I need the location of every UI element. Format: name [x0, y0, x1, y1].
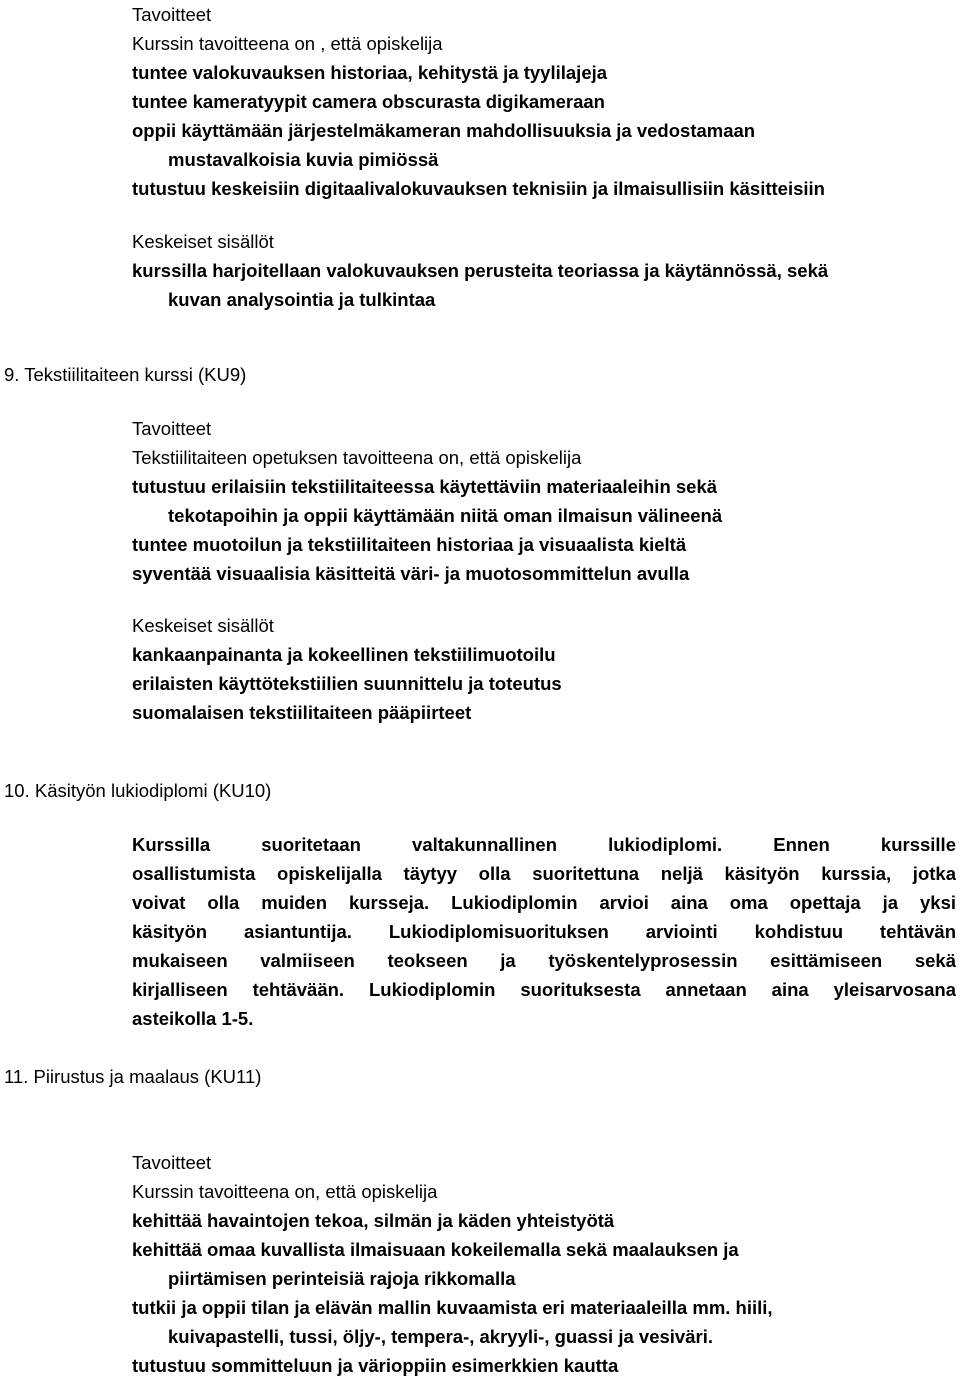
goal-item: tuntee kameratyypit camera obscurasta digikameraan — [132, 91, 605, 112]
content-item: kurssilla harjoitellaan valokuvauksen perusteita teoriassa ja käytännössä, sekä — [132, 260, 829, 281]
goal-item: tutustuu keskeisiin digitaalivalokuvauksen teknisiin ja ilmaisullisiin käsitteisiin — [132, 178, 825, 199]
goal-item: tuntee valokuvauksen historiaa, kehitystä ja tyylilajeja — [132, 62, 608, 83]
goals-label: Tavoitteet — [132, 1152, 212, 1173]
content-item: kankaanpainanta ja kokeellinen tekstiilimuotoilu — [132, 644, 556, 665]
goal-item: oppii käyttämään järjestelmäkameran mahdollisuuksia ja vedostamaan — [132, 120, 756, 141]
paragraph-line: osallistumista opiskelijalla täytyy olla suoritettuna neljä käsityön kurssia, jotka — [132, 863, 956, 884]
paragraph-line: käsityön asiantuntija. Lukiodiplomisuorituksen arviointi kohdistuu tehtävän — [132, 921, 956, 942]
section-11-goals — [132, 1148, 958, 1380]
goals-label: Tavoitteet — [132, 4, 212, 25]
section-9-title: 9. Tekstiilitaiteen kurssi (KU9) — [4, 364, 247, 385]
contents-label: Keskeiset sisällöt — [132, 231, 274, 252]
contents-label: Keskeiset sisällöt — [132, 615, 274, 636]
goal-item: kehittää havaintojen tekoa, silmän ja käden yhteistyötä — [132, 1210, 615, 1231]
section-10-title: 10. Käsityön lukiodiplomi (KU10) — [4, 780, 272, 801]
content-item: erilaisten käyttötekstiilien suunnittelu ja toteutus — [132, 673, 562, 694]
paragraph-line: Kurssilla suoritetaan valtakunnallinen lukiodiplomi. Ennen kurssille — [132, 834, 956, 855]
goals-intro: Tekstiilitaiteen opetuksen tavoitteena on, että opiskelija — [132, 447, 582, 468]
goal-item: syventää visuaalisia käsitteitä väri- ja muotosommittelun avulla — [132, 563, 690, 584]
goal-item-continued: tekotapoihin ja oppii käyttämään niitä oman ilmaisun välineenä — [168, 505, 723, 526]
section-8-goals — [132, 0, 958, 203]
section-8-contents — [132, 227, 958, 314]
goal-item: tuntee muotoilun ja tekstiilitaiteen historiaa ja visuaalista kieltä — [132, 534, 687, 555]
goals-label: Tavoitteet — [132, 418, 212, 439]
section-9-contents — [132, 611, 958, 727]
section-11-title: 11. Piirustus ja maalaus (KU11) — [4, 1066, 262, 1087]
goal-item: kehittää omaa kuvallista ilmaisuaan kokeilemalla sekä maalauksen ja — [132, 1239, 739, 1260]
goal-item-continued: kuivapastelli, tussi, öljy-, tempera-, akryyli-, guassi ja vesiväri. — [168, 1326, 713, 1347]
paragraph-line: asteikolla 1-5. — [132, 1008, 254, 1029]
goals-intro: Kurssin tavoitteena on, että opiskelija — [132, 1181, 438, 1202]
paragraph-line: kirjalliseen tehtävään. Lukiodiplomin suorituksesta annetaan aina yleisarvosana — [132, 979, 956, 1000]
section-10-paragraph — [132, 830, 956, 1033]
goal-item: tutkii ja oppii tilan ja elävän mallin kuvaamista eri materiaaleilla mm. hiili, — [132, 1297, 773, 1318]
goal-item: tutustuu erilaisiin tekstiilitaiteessa käytettäviin materiaaleihin sekä — [132, 476, 718, 497]
paragraph-line: voivat olla muiden kursseja. Lukiodiplomin arvioi aina oma opettaja ja yksi — [132, 892, 956, 913]
content-item: suomalaisen tekstiilitaiteen pääpiirteet — [132, 702, 472, 723]
goal-item-continued: piirtämisen perinteisiä rajoja rikkomalla — [168, 1268, 516, 1289]
content-item-continued: kuvan analysointia ja tulkintaa — [168, 289, 436, 310]
paragraph-line: mukaiseen valmiiseen teokseen ja työskentelyprosessin esittämiseen sekä — [132, 950, 956, 971]
section-9-goals — [132, 414, 958, 588]
goal-item: tutustuu sommitteluun ja värioppiin esimerkkien kautta — [132, 1355, 619, 1376]
goal-item-continued: mustavalkoisia kuvia pimiössä — [168, 149, 439, 170]
goals-intro: Kurssin tavoitteena on , että opiskelija — [132, 33, 443, 54]
